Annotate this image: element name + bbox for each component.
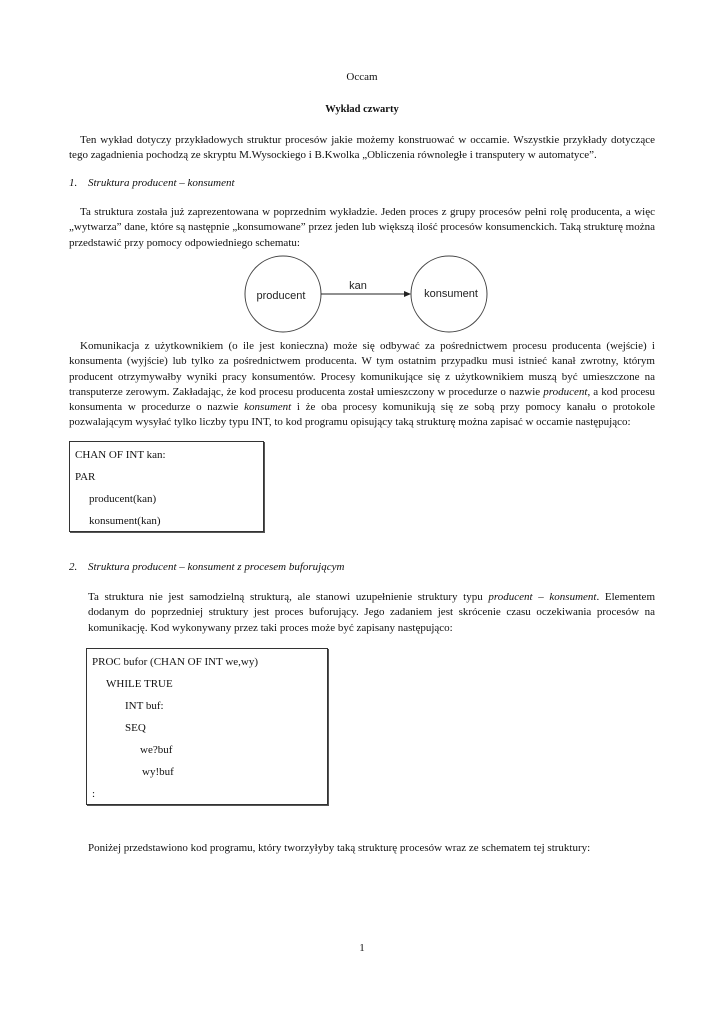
- section-1-title: Struktura producent – konsument: [88, 177, 235, 189]
- paragraph-2-text-c: i że oba procesy komunikują się ze sobą przy pomocy kanału o protokole pozwalającym wysyłać tylko liczby typu INT, to kod programu opisujący taką strukturę można zapisać w occamie następująco:: [69, 401, 655, 429]
- code-box-1: [69, 441, 264, 532]
- producer-procedure-name: producent: [543, 385, 588, 398]
- code-line: PAR: [75, 471, 96, 483]
- section-1-paragraph-2: [69, 339, 655, 431]
- arrow-head-icon: [404, 291, 411, 297]
- code-line: SEQ: [125, 722, 146, 734]
- consumer-procedure-name: konsument: [244, 401, 292, 414]
- code-line: WHILE TRUE: [106, 678, 173, 690]
- producer-label: producent: [256, 290, 306, 302]
- section-2-heading: [69, 561, 344, 573]
- section-2-paragraph-2: Poniżej przedstawiono kod programu, który tworzyłyby taką strukturę procesów wraz ze schematem tej struktury:: [88, 842, 591, 854]
- code-line: producent(kan): [89, 493, 157, 505]
- section-2-paragraph-1: [88, 590, 655, 636]
- channel-label: kan: [349, 280, 367, 292]
- code-line: we?buf: [140, 744, 173, 756]
- section-1-paragraph-1: Ta struktura została już zaprezentowana w poprzednim wykładzie. Jeden proces z grupy procesów pełni rolę producenta, a więc „wytwarza” dane, które są następnie „konsumowane” przez jeden lub większą ilość procesów konsumenckich. Taką strukturę można przedstawić przy pomocy odpowiedniego schematu:: [69, 206, 655, 249]
- code-line: INT buf:: [125, 700, 164, 712]
- lecture-subtitle: Wykład czwarty: [325, 104, 399, 115]
- section-2-number: 2.: [69, 561, 78, 573]
- code-line: :: [92, 788, 96, 800]
- producer-consumer-diagram: [240, 252, 500, 334]
- paragraph-2-text-b: , a kod procesu konsumenta w procedurze o nazwie: [69, 385, 655, 414]
- code-line: PROC bufor (CHAN OF INT we,wy): [92, 656, 259, 668]
- intro-paragraph: Ten wykład dotyczy przykładowych struktur procesów jakie możemy konstruować w occamie. Wszystkie przykłady dotyczące tego zagadnienia pochodzą ze skryptu M.Wysockiego i B.Kwolka „Obliczenia równoległe i transputery w automatyce”.: [69, 134, 655, 162]
- section-1-number: 1.: [69, 177, 78, 189]
- document-title: Occam: [346, 71, 378, 83]
- section-2-text-a: Ta struktura nie jest samodzielną strukturą, ale stanowi uzupełnienie struktury typu: [88, 591, 489, 603]
- code-line: konsument(kan): [89, 515, 161, 527]
- code-line: wy!buf: [142, 766, 174, 778]
- structure-type-name: producent – konsument: [488, 591, 597, 603]
- section-2-text-b: . Elementem dodanym do poprzedniej struktury jest proces buforujący. Jego zadaniem jest skrócenie czasu oczekiwania procesów na komunikację. Kod wykonywany przez taki proces może być zapisany następująco:: [88, 591, 655, 634]
- code-line: CHAN OF INT kan:: [75, 449, 166, 461]
- consumer-label: konsument: [424, 288, 478, 300]
- section-2-title: Struktura producent – konsument z procesem buforującym: [88, 561, 345, 573]
- page-number: 1: [359, 942, 365, 954]
- paragraph-2-text-a: Komunikacja z użytkownikiem (o ile jest konieczna) może się odbywać za pośrednictwem procesu producenta (wejście) i konsumenta (wyjście) lub tylko za pośrednictwem producenta. W tym ostatnim przypadku musi istnieć kanał zwrotny, którym producent otrzymywałby wyniki pracy konsumentów. Procesy komunikujące się z użytkownikiem muszą być umieszczone na transputerze zerowym. Zakładając, że kod procesu producenta został umieszczony w procedurze o nazwie: [69, 340, 655, 398]
- section-1-heading: [69, 177, 235, 189]
- code-box-2: [86, 648, 328, 805]
